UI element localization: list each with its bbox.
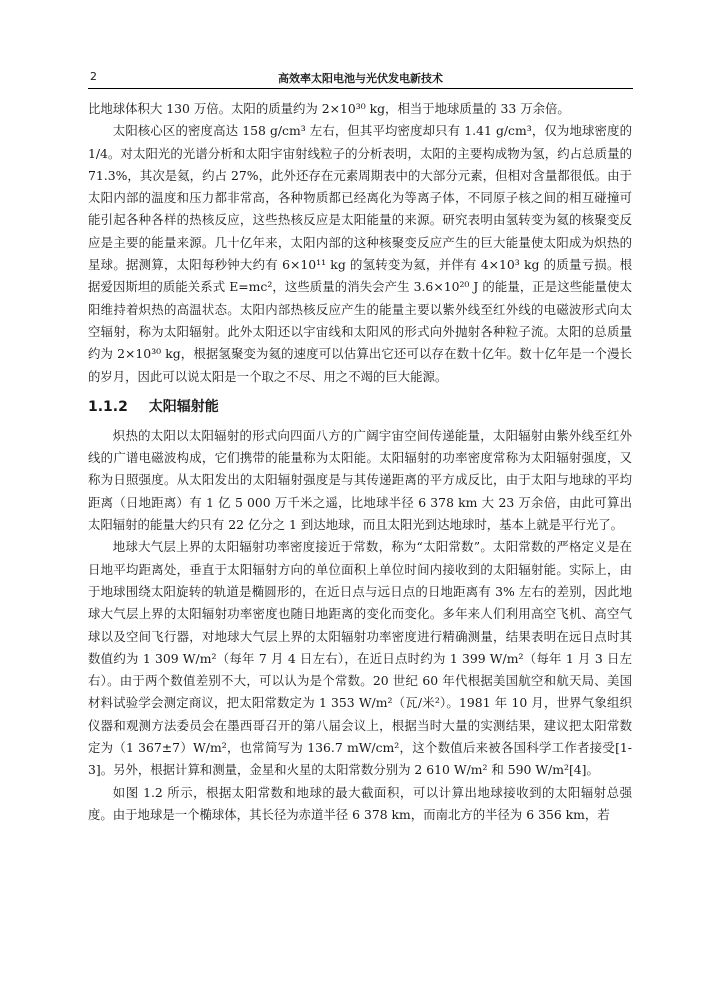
section-heading [88, 397, 632, 417]
section-number: 1.1.2 [88, 398, 128, 415]
paragraph-solar-composition: 太阳核心区的密度高达 158 g/cm³ 左右，但其平均密度却只有 1.41 g/cm³，仅为地球密度的 1/4。对太阳光的光谱分析和太阳宇宙射线粒子的分析表明，太阳的主要构成物为氢，约占总质量的 71.3%，其次是氦，约占 27%，此外还存在元素周期表中的大部分元素，但相对含量都很低。由于太阳内部的温度和压力都非常高，各种物质都已经离化为等离子体，不同原子核之间的相互碰撞可能引起各种各样的热核反应，这些热核反应是太阳能量的来源。研究表明由氢转变为氦的核聚变反应是主要的能量来源。几十亿年来，太阳内部的这种核聚变反应产生的巨大能量使太阳成为炽热的星球。据测算，太阳每秒钟大约有 6×10¹¹ kg 的氢转变为氦，并伴有 4×10³ kg 的质量亏损。根据爱因斯坦的质能关系式 E=mc²，这些质量的消失会产生 3.6×10²⁰ J 的能量，正是这些能量使太阳维持着炽热的高温状态。太阳内部热核反应产生的能量主要以紫外线至红外线的电磁波形式向太空辐射，称为太阳辐射。此外太阳还以宇宙线和太阳风的形式向外抛射各种粒子流。太阳的总质量约为 2×10³⁰ kg，根据氢聚变为氦的速度可以估算出它还可以存在数十亿年。数十亿年是一个漫长的岁月，因此可以说太阳是一个取之不尽、用之不竭的巨大能源。 [88, 123, 632, 384]
header-rule [88, 88, 633, 89]
paragraph-figure-ref: 如图 1.2 所示，根据太阳常数和地球的最大截面积，可以计算出地球接收到的太阳辐射总强度。由于地球是一个椭球体，其长径为赤道半径 6 378 km，而南北方的半径为 6 356 km，若 [88, 784, 632, 822]
paragraph-continuation: 比地球体积大 130 万倍。太阳的质量约为 2×10³⁰ kg，相当于地球质量的 33 万余倍。 [88, 101, 570, 116]
page-body [88, 98, 632, 826]
section-title: 太阳辐射能 [148, 398, 219, 415]
running-header [88, 66, 633, 88]
page-number: 2 [90, 70, 97, 83]
paragraph-solar-radiation: 炽热的太阳以太阳辐射的形式向四面八方的广阔宇宙空间传递能量，太阳辐射由紫外线至红外线的广谱电磁波构成，它们携带的能量称为太阳能。太阳辐射的功率密度常称为太阳辐射强度，又称为日照强度。从太阳发出的太阳辐射强度是与其传递距离的平方成反比，由于太阳与地球的平均距离（日地距离）有 1 亿 5 000 万千米之遥，比地球半径 6 378 km 大 23 万余倍，由此可算出太阳辐射的能量大约只有 22 亿分之 1 到达地球，而且太阳光到达地球时，基本上就是平行光了。 [88, 427, 632, 533]
paragraph-solar-constant: 地球大气层上界的太阳辐射功率密度接近于常数，称为“太阳常数”。太阳常数的严格定义是在日地平均距离处，垂直于太阳辐射方向的单位面积上单位时间内接收到的太阳辐射能。实际上，由于地球围绕太阳旋转的轨道是椭圆形的，在近日点与远日点的日地距离有 3% 左右的差别，因此地球大气层上界的太阳辐射功率密度也随日地距离的变化而变化。多年来人们利用高空飞机、高空气球以及空间飞行器，对地球大气层上界的太阳辐射功率密度进行精确测量，结果表明在远日点时其数值约为 1 309 W/m²（每年 7 月 4 日左右），在近日点时约为 1 399 W/m²（每年 1 月 3 日左右）。由于两个数值差别不大，可以认为是个常数。20 世纪 60 年代根据美国航空和航天局、美国材料试验学会测定商议，把太阳常数定为 1 353 W/m²（瓦/米²）。1981 年 10 月，世界气象组织仪器和观测方法委员会在墨西哥召开的第八届会议上，根据当时大量的实测结果，建议把太阳常数定为（1 367±7）W/m²，也常简写为 136.7 mW/cm²，这个数值后来被各国科学工作者接受[1-3]。另外，根据计算和测量，金星和火星的太阳常数分别为 2 610 W/m² 和 590 W/m²[4]。 [88, 539, 632, 778]
running-title: 高效率太阳电池与光伏发电新技术 [278, 72, 443, 85]
